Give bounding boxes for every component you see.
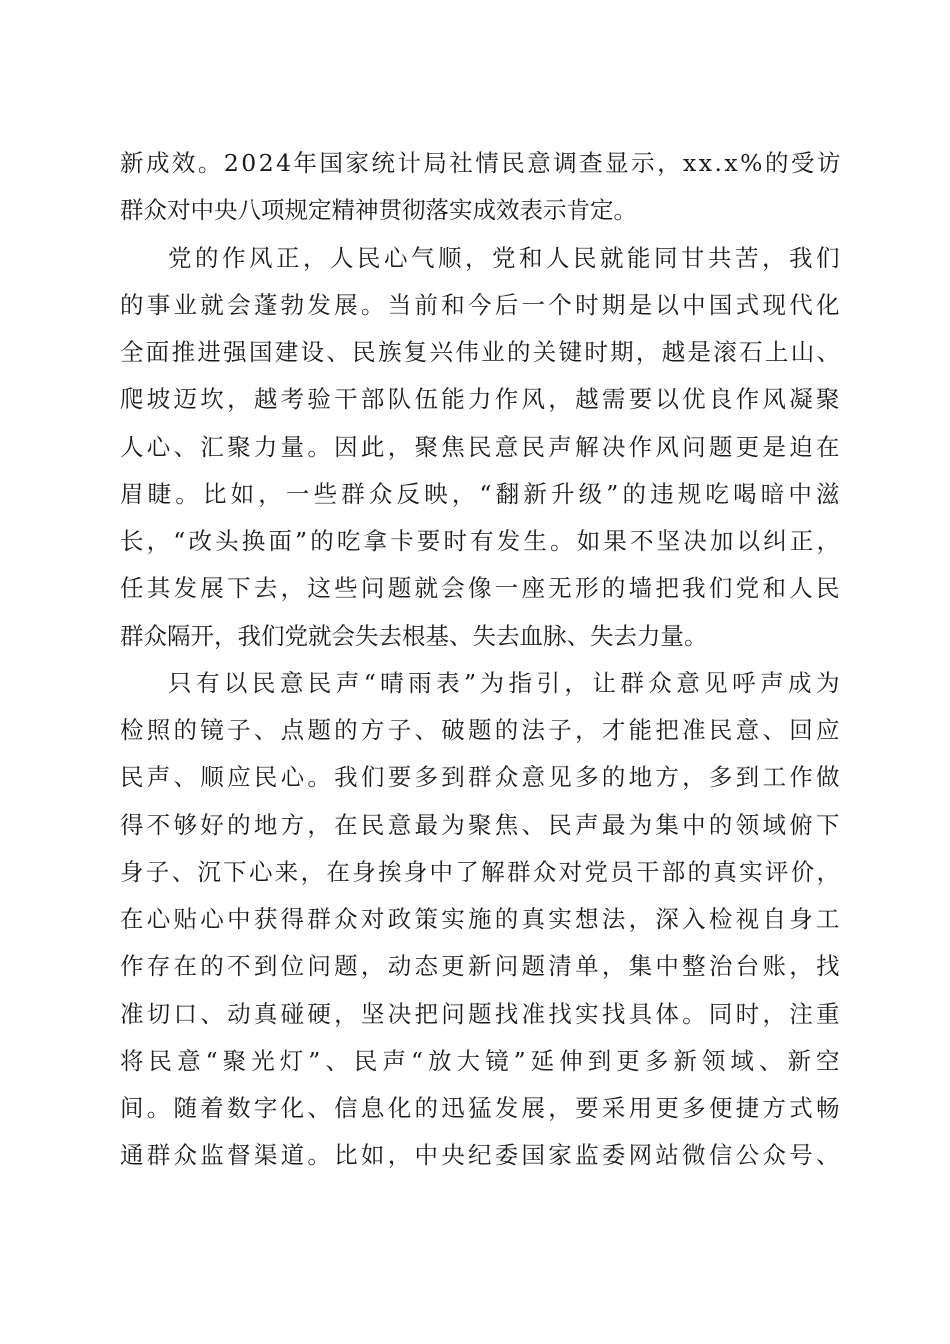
line-text: 得不够好的地方，在民意最为聚焦、民声最为集中的领域俯下: [120, 810, 843, 839]
text-line: [120, 660, 844, 707]
line-text: 党的作风正，人民心气顺，党和人民就能同甘共苦，我们: [168, 243, 843, 272]
text-line: [120, 849, 843, 896]
text-line: [120, 140, 843, 187]
line-text: 群众隔开，我们党就会失去根基、失去血脉、失去力量。: [120, 621, 708, 650]
line-text: 人心、汇聚力量。因此，聚焦民意民声解决作风问题更是迫在: [120, 432, 843, 461]
line-text: 爬坡迈坎，越考验干部队伍能力作风，越需要以优良作风凝聚: [120, 385, 843, 414]
text-line: [120, 1085, 843, 1132]
line-text: 检照的镜子、点题的方子、破题的法子，才能把准民意、回应: [120, 716, 843, 744]
line-text: 通群众监督渠道。比如，中央纪委国家监委网站微信公众号、: [120, 1141, 843, 1170]
line-text: 任其发展下去，这些问题就会像一座无形的墙把我们党和人民: [120, 574, 843, 603]
text-line: [120, 943, 843, 990]
text-line: [120, 896, 843, 943]
text-line: [120, 1038, 845, 1085]
text-line: [120, 565, 843, 612]
text-line: [120, 754, 843, 801]
line-text: 在心贴心中获得群众对政策实施的真实想法，深入检视自身工: [120, 905, 843, 933]
text-line: [120, 187, 840, 234]
line-text: 身子、沉下心来，在身挨身中了解群众对党员干部的真实评价，: [120, 857, 843, 886]
text-line: [120, 991, 843, 1038]
line-text: 群众对中央八项规定精神贯彻落实成效表示肯定。: [120, 196, 637, 225]
line-text: 的事业就会蓬勃发展。当前和今后一个时期是以中国式现代化: [120, 290, 843, 319]
line-text: 准切口、动真碰硬，坚决把问题找准找实找具体。同时，注重: [120, 999, 843, 1028]
text-line: [120, 471, 844, 518]
line-text: 眉睫。比如，一些群众反映，“翻新升级”的违规吃喝暗中滋: [120, 479, 844, 508]
line-text: 间。随着数字化、信息化的迅猛发展，要采用更多便捷方式畅: [120, 1094, 843, 1122]
text-line: [120, 1132, 843, 1179]
text-line: [120, 282, 843, 329]
text-line: [120, 802, 843, 849]
document-body: [120, 140, 845, 1180]
text-line: [120, 376, 843, 423]
text-line: [120, 707, 843, 754]
line-text: 长，“改头换面”的吃拿卡要时有发生。如果不坚决加以纠正，: [120, 527, 844, 555]
text-line: [120, 235, 843, 282]
line-text: 作存在的不到位问题，动态更新问题清单，集中整治台账，找: [120, 952, 843, 981]
line-text: 新成效。2024年国家统计局社情民意调查显示，xx.x%的受访: [120, 149, 843, 177]
line-text: 将民意“聚光灯”、民声“放大镜”延伸到更多新领域、新空: [120, 1046, 845, 1075]
text-line: [120, 424, 843, 471]
line-text: 只有以民意民声“晴雨表”为指引，让群众意见呼声成为: [168, 668, 844, 697]
text-line: [120, 329, 843, 376]
text-line: [120, 613, 840, 660]
line-text: 全面推进强国建设、民族复兴伟业的关键时期，越是滚石上山、: [120, 338, 843, 366]
text-line: [120, 518, 844, 565]
line-text: 民声、顺应民心。我们要多到群众意见多的地方，多到工作做: [120, 763, 843, 792]
